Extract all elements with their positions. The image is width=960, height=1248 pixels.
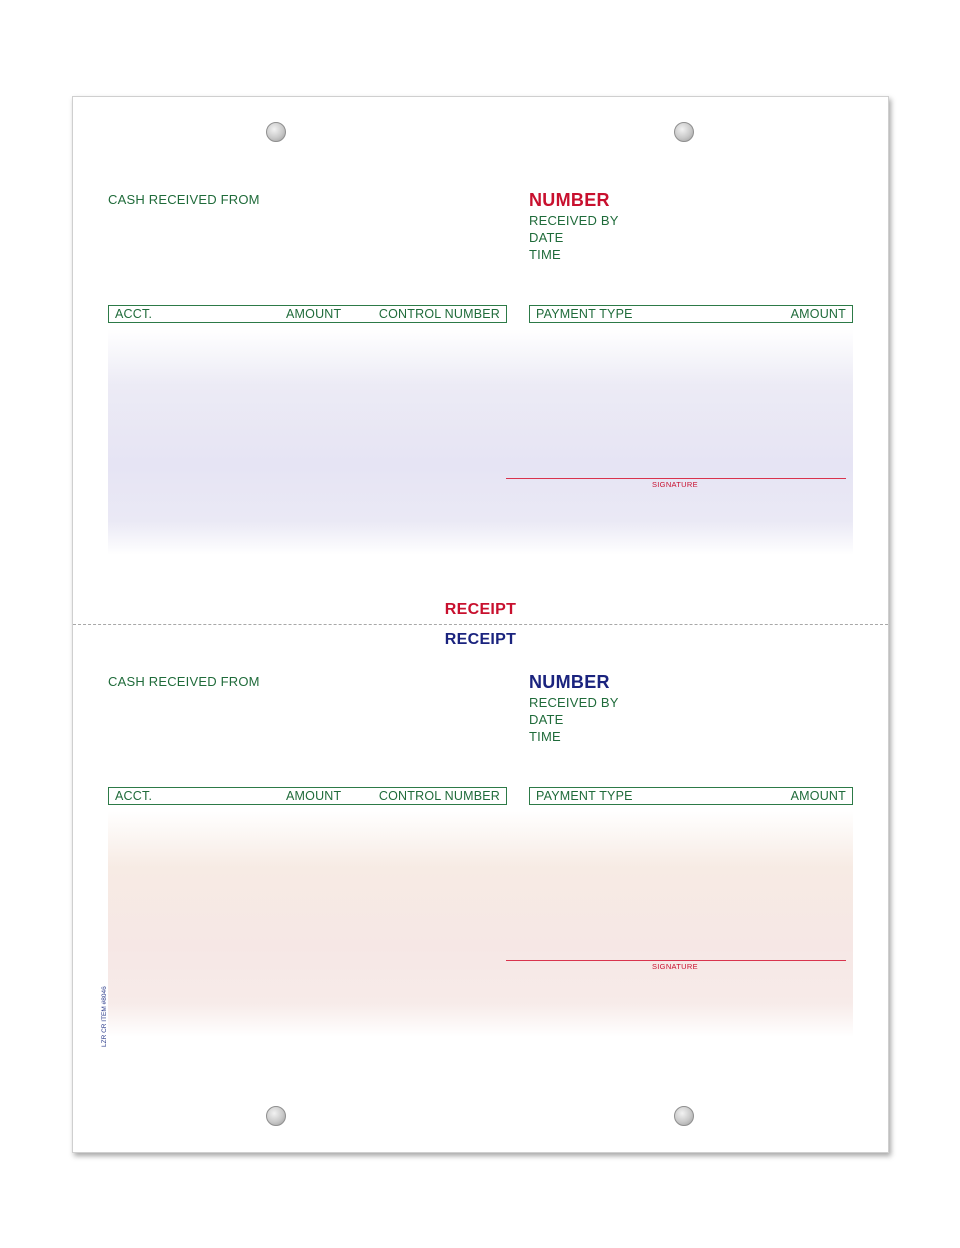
- date-label: DATE: [529, 230, 564, 245]
- date-label: DATE: [529, 712, 564, 727]
- acct-header: ACCT.: [115, 789, 153, 803]
- acct-header: ACCT.: [115, 307, 153, 321]
- punch-hole-bottom-left: [266, 1106, 286, 1126]
- control-number-header: CONTROL NUMBER: [378, 789, 500, 803]
- punch-hole-top-left: [266, 122, 286, 142]
- receipt-form-sheet: [72, 96, 889, 1153]
- payment-amount-header: AMOUNT: [790, 307, 846, 321]
- signature-line: [506, 960, 846, 961]
- item-code: LZR CR ITEM #8046: [101, 986, 108, 1047]
- amount-header: AMOUNT: [286, 307, 342, 321]
- received-by-label: RECEIVED BY: [529, 695, 619, 710]
- signature-label: SIGNATURE: [652, 962, 698, 971]
- control-number-header: CONTROL NUMBER: [378, 307, 500, 321]
- account-header-box: [108, 787, 507, 805]
- payment-header-box: [529, 305, 853, 323]
- payment-type-header: PAYMENT TYPE: [536, 789, 633, 803]
- punch-hole-bottom-right: [674, 1106, 694, 1126]
- payment-type-header: PAYMENT TYPE: [536, 307, 633, 321]
- punch-hole-top-right: [674, 122, 694, 142]
- account-header-box: [108, 305, 507, 323]
- receipt-title: RECEIPT: [444, 631, 517, 648]
- entry-area-blue: [108, 329, 853, 555]
- cash-received-from-label: CASH RECEIVED FROM: [108, 192, 260, 207]
- perforation-line: [73, 624, 888, 625]
- time-label: TIME: [529, 729, 561, 744]
- signature-label: SIGNATURE: [652, 480, 698, 489]
- number-label: NUMBER: [529, 672, 610, 692]
- receipt-title: RECEIPT: [444, 601, 517, 618]
- time-label: TIME: [529, 247, 561, 262]
- amount-header: AMOUNT: [286, 789, 342, 803]
- received-by-label: RECEIVED BY: [529, 213, 619, 228]
- number-label: NUMBER: [529, 190, 610, 210]
- signature-line: [506, 478, 846, 479]
- entry-area-pink: [108, 811, 853, 1037]
- payment-header-box: [529, 787, 853, 805]
- payment-amount-header: AMOUNT: [790, 789, 846, 803]
- cash-received-from-label: CASH RECEIVED FROM: [108, 674, 260, 689]
